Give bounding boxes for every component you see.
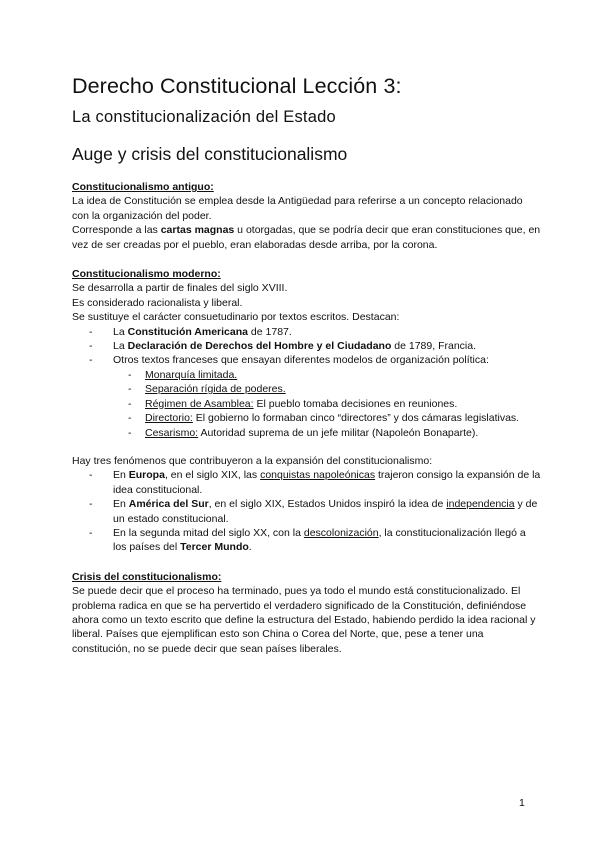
list-item: - En la segunda mitad del siglo XX, con la descolonización, la constitucionalización llegó a los países del Tercer Mundo. xyxy=(72,526,542,555)
document-page xyxy=(72,73,542,656)
sub-list-item: - Régimen de Asamblea: El pueblo tomaba decisiones en reuniones. xyxy=(72,397,542,411)
cartas-magnas-term: cartas magnas xyxy=(160,224,235,237)
expansion-intro: Hay tres fenómenos que contribuyeron a la expansión del constitucionalismo: xyxy=(72,454,433,467)
antiguo-heading: Constitucionalismo antiguo: xyxy=(72,181,214,193)
expansion-list xyxy=(72,468,542,554)
list-item: - Otros textos franceses que ensayan diferentes modelos de organización política: xyxy=(72,353,542,367)
list-item: - En América del Sur, en el siglo XIX, Estados Unidos inspiró la idea de independencia y de un estado constitucional. xyxy=(72,497,542,526)
sub-list-item: - Monarquía limitada. xyxy=(72,368,542,382)
document-subtitle: La constitucionalización del Estado xyxy=(72,108,336,126)
section-title: Auge y crisis del constitucionalismo xyxy=(72,144,348,164)
moderno-line-1: Se desarrolla a partir de finales del siglo XVIII. xyxy=(72,282,288,295)
list-item: - La Constitución Americana de 1787. xyxy=(72,325,542,339)
section-antiguo xyxy=(72,180,542,252)
section-crisis xyxy=(72,570,542,656)
antiguo-paragraph-2: Corresponde a las cartas magnas u otorgadas, que se podría decir que eran constituciones que, en vez de ser creadas por el pueblo, eran elaboradas desde arriba, por la corona. xyxy=(72,224,541,251)
moderno-list xyxy=(72,325,542,440)
list-item: - La Declaración de Derechos del Hombre y el Ciudadano de 1789, Francia. xyxy=(72,339,542,353)
moderno-heading: Constitucionalismo moderno: xyxy=(72,268,221,281)
crisis-paragraph: Se puede decir que el proceso ha terminado, pues ya todo el mundo está constitucionalizado. El problema radica en que se ha pervertido el verdadero significado de la Constitución, definiéndose ahora como un texto escrito que define la estructura del Estado, habiendo perdido la idea racional y liberal. Países que ejemplifican esto son China o Corea del Norte, que, pese a tener una constitución, no se puede decir que sean países liberales. xyxy=(72,585,536,655)
antiguo-paragraph-1: La idea de Constitución se emplea desde la Antigüedad para referirse a un concepto relacionado con la organización del poder. xyxy=(72,195,523,222)
section-moderno xyxy=(72,267,542,555)
page-number: 1 xyxy=(519,797,525,809)
list-item: - En Europa, en el siglo XIX, las conquistas napoleónicas trajeron consigo la expansión de la idea constitucional. xyxy=(72,468,542,497)
moderno-line-2: Es considerado racionalista y liberal. xyxy=(72,296,243,309)
crisis-heading: Crisis del constitucionalismo: xyxy=(72,570,222,583)
sub-list-item: - Separación rígida de poderes. xyxy=(72,382,542,396)
sub-list-item: - Directorio: El gobierno lo formaban cinco “directores” y dos cámaras legislativas. xyxy=(72,411,542,425)
document-title: Derecho Constitucional Lección 3: xyxy=(72,74,402,98)
moderno-line-3: Se sustituye el carácter consuetudinario por textos escritos. Destacan: xyxy=(72,311,400,324)
sub-list-item: - Cesarismo: Autoridad suprema de un jefe militar (Napoleón Bonaparte). xyxy=(72,426,542,440)
